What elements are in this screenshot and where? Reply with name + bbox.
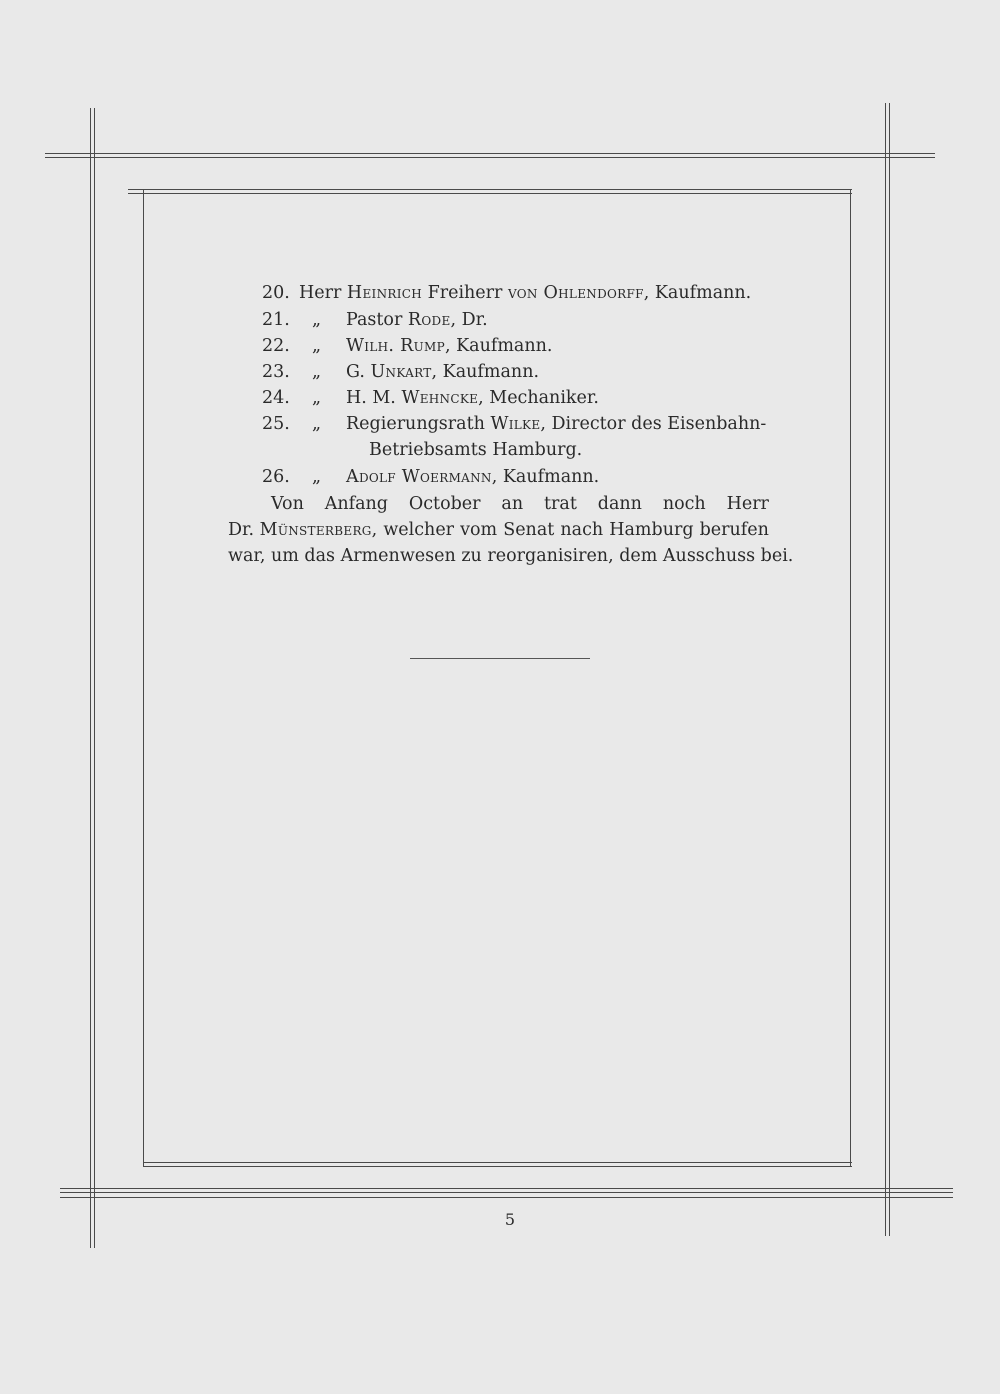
list-item	[0, 385, 1000, 411]
item-number: 24.	[262, 388, 290, 408]
list-item	[0, 280, 1000, 306]
item-number: 20.	[262, 283, 290, 303]
paragraph-line-3: war, um das Armenwesen zu reorganisiren, dem Ausschuss bei.	[228, 546, 794, 566]
item-text: Wilh. Rump, Kaufmann.	[346, 336, 553, 356]
paragraph-line-2: Dr. Münsterberg, welcher vom Senat nach Hamburg berufen	[228, 520, 769, 540]
outer-top-rule-2	[45, 157, 935, 158]
item-number: 21.	[262, 310, 290, 330]
inner-frame-top-2	[128, 193, 852, 194]
outer-bottom-rule-3	[60, 1197, 953, 1198]
item-text: H. M. Wehncke, Mechaniker.	[346, 388, 599, 408]
list-item	[0, 464, 1000, 490]
closing-paragraph	[228, 491, 794, 569]
section-separator	[410, 658, 590, 659]
list-item-continuation	[0, 437, 1000, 463]
ditto-mark: „	[312, 336, 322, 356]
list-item	[0, 411, 1000, 437]
inner-frame-bottom-2	[143, 1166, 852, 1167]
ditto-mark: „	[312, 362, 322, 382]
outer-left-rule	[90, 108, 91, 1248]
item-number: 22.	[262, 336, 290, 356]
list-item	[0, 333, 1000, 359]
ditto-mark: „	[312, 388, 322, 408]
item-number: 26.	[262, 467, 290, 487]
outer-left-rule-2	[94, 108, 95, 1248]
outer-bottom-rule	[60, 1188, 953, 1189]
page-number: 5	[504, 1210, 516, 1229]
item-number: 23.	[262, 362, 290, 382]
item-text: G. Unkart, Kaufmann.	[346, 362, 540, 382]
outer-right-rule-2	[889, 103, 890, 1236]
outer-bottom-rule-2	[60, 1192, 953, 1193]
paragraph-line-1: Von Anfang October an trat dann noch Herr	[271, 494, 769, 514]
item-text: Betriebsamts Hamburg.	[369, 440, 583, 460]
inner-frame-top	[128, 189, 852, 190]
ditto-mark: „	[312, 414, 322, 434]
outer-right-rule	[885, 103, 886, 1236]
item-text: Regierungsrath Wilke, Director des Eisenbahn-	[346, 414, 767, 434]
inner-frame-bottom	[143, 1162, 852, 1163]
item-text: Adolf Woermann, Kaufmann.	[346, 467, 600, 487]
list-item	[0, 307, 1000, 333]
item-text: Herr Heinrich Freiherr von Ohlendorff, Kaufmann.	[299, 283, 752, 303]
item-number: 25.	[262, 414, 290, 434]
list-item	[0, 359, 1000, 385]
ditto-mark: „	[312, 310, 322, 330]
item-text: Pastor Rode, Dr.	[346, 310, 488, 330]
ditto-mark: „	[312, 467, 322, 487]
outer-top-rule	[45, 153, 935, 154]
